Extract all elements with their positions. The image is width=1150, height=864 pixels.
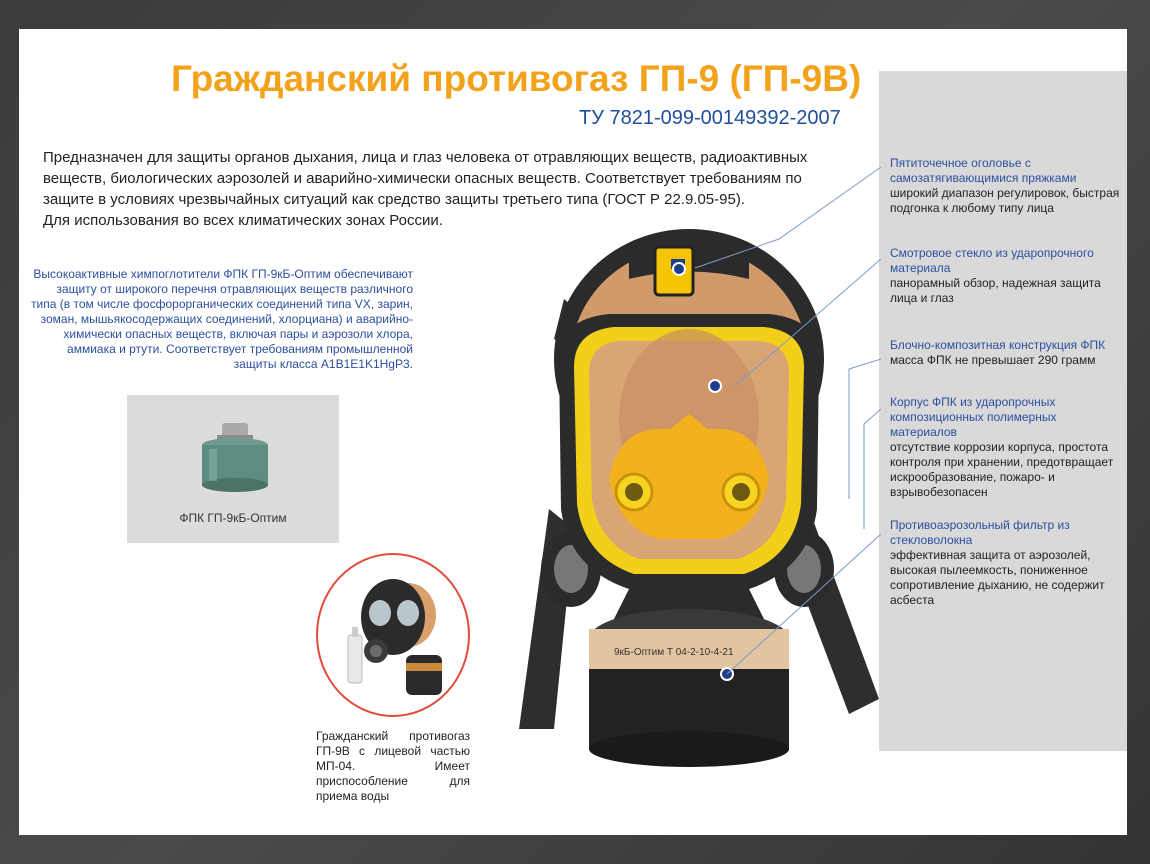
callout-aerosol-filter	[890, 518, 1120, 608]
variant-caption: Гражданский противогаз ГП-9В с лицевой частью МП-04. Имеет приспособление для приема воды	[316, 729, 470, 803]
callout-body: панорамный обзор, надежная защита лица и глаз	[890, 276, 1101, 305]
filter-description: Высокоактивные химпоглотители ФПК ГП-9кБ-Оптим обеспечивают защиту от широкого перечня отравляющих веществ различного типа (в том числе фосфорорганических соединений типа VX, зарин, зоман, мышьякосодержащих соединений, хлорциана) и аварийно-химически опасных веществ, включая пары и аэрозоли хлора, аммиака и ртути. Соответствует требованиям промышленной защиты класса A1B1E1K1HgP3.	[31, 267, 413, 371]
callout-body: отсутствие коррозии корпуса, простота контроля при хранении, предотвращает искрообразование, пожаро- и взрывобезопасен	[890, 440, 1114, 499]
intro-paragraph: Предназначен для защиты органов дыхания, лица и глаз человека от отравляющих веществ, радиоактивных веществ, биологических аэрозолей и аварийно-химически опасных веществ. Соответствует требованиям по защите в условиях чрезвычайных ситуаций как средство защиты третьего типа (ГОСТ Р 22.9.05-95).	[43, 149, 808, 208]
callout-construction	[890, 338, 1120, 368]
callout-housing	[890, 395, 1120, 500]
callout-heading: Корпус ФПК из ударопрочных композиционных полимерных материалов	[890, 395, 1057, 439]
intro-paragraph: Для использования во всех климатических зонах России.	[43, 212, 443, 229]
callout-heading: Смотровое стекло из ударопрочного материала	[890, 246, 1094, 275]
callout-visor	[890, 246, 1120, 306]
slide	[19, 29, 1127, 835]
page-title: Гражданский противогаз ГП-9 (ГП-9В)	[171, 58, 862, 99]
filter-caption: ФПК ГП-9кБ-Оптим	[179, 511, 287, 525]
callout-body: эффективная защита от аэрозолей, высокая пылеемкость, пониженное сопротивление дыханию, не содержит асбеста	[890, 548, 1105, 607]
canister-label: 9кБ-Оптим Т 04-2-10-4-21	[614, 647, 734, 658]
callout-body: масса ФПК не превышает 290 грамм	[890, 353, 1096, 367]
callout-heading: Блочно-композитная конструкция ФПК	[890, 338, 1106, 352]
callout-heading: Пятиточечное оголовье с самозатягивающимися пряжками	[890, 156, 1077, 185]
spec-number: ТУ 7821-099-00149392-2007	[579, 107, 841, 129]
callout-headgear	[890, 156, 1120, 216]
callout-heading: Противоаэрозольный фильтр из стекловолокна	[890, 518, 1070, 547]
callout-body: широкий диапазон регулировок, быстрая подгонка к любому типу лица	[890, 186, 1120, 215]
